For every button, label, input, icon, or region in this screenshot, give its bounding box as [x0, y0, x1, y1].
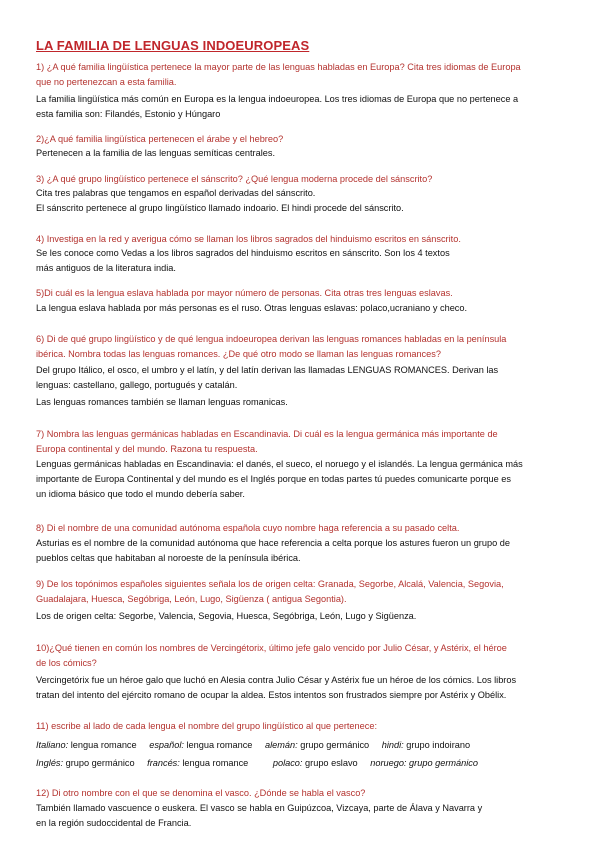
answer-2: [36, 146, 576, 161]
answer-line: También llamado vascuence o euskera. El vasco se habla en Guipúzcoa, Vizcaya, parte de Álava y Navarra y: [36, 803, 483, 813]
language-row-1: [36, 738, 576, 753]
language-name: español:: [149, 740, 184, 750]
language-name: Inglés:: [36, 758, 64, 768]
language-group: lengua romance: [179, 758, 249, 768]
question-line: de los cómics?: [36, 658, 97, 668]
answer-line: Los de origen celta: Segorbe, Valencia, Segovia, Huesca, Segóbriga, León, Lugo y Sigüenza.: [36, 611, 417, 621]
question-10: [36, 641, 576, 671]
answer-line: Lenguas germánicas habladas en Escandinavia: el danés, el sueco, el noruego y el islandés. La lengua germánica más: [36, 459, 523, 469]
question-line: 6) Di de qué grupo lingüístico y de qué lengua indoeuropea derivan las lenguas romances habladas en la península: [36, 334, 507, 344]
question-line: 11) escribe al lado de cada lengua el nombre del grupo lingüístico al que pertenece:: [36, 721, 378, 731]
language-group: grupo germánico: [63, 758, 135, 768]
question-line: Europa continental y del mundo. Razona tu respuesta.: [36, 444, 258, 454]
question-12: [36, 786, 576, 801]
answer-line: tratan del intento del ejército romano de ocupar la aldea. Estos intentos son frustrados siempre por Astérix y Obélix.: [36, 690, 507, 700]
question-line: Guadalajara, Huesca, Segóbriga, León, Lugo, Sigüenza ( antigua Segontia).: [36, 594, 347, 604]
answer-8: [36, 536, 576, 566]
answer-line: más antiguos de la literatura india.: [36, 263, 176, 273]
answer-10: [36, 673, 576, 703]
language-name: polaco:: [272, 758, 303, 768]
answer-line: La familia lingüística más común en Europa es la lengua indoeuropea. Los tres idiomas de Europa que no pertenece a: [36, 94, 519, 104]
answer-line: Cita tres palabras que tengamos en español derivadas del sánscrito.: [36, 188, 316, 198]
question-2: [36, 132, 576, 147]
answer-line: Asturias es el nombre de la comunidad autónoma que hace referencia a celta porque los astures fueron un grupo de: [36, 538, 510, 548]
answer-7: [36, 457, 576, 502]
question-line: 10)¿Qué tienen en común los nombres de Vercingétorix, último jefe galo vencido por Julio César, y Astérix, el héroe: [36, 643, 507, 653]
answer-line: lenguas: castellano, gallego, portugués y catalán.: [36, 380, 238, 390]
answer-line: importante de Europa Continental y del mundo es el Inglés porque en todas partes tú puedes comunicarte porque es: [36, 474, 511, 484]
language-name: francés:: [147, 758, 180, 768]
question-1: [36, 60, 576, 90]
language-group: lengua romance: [68, 740, 137, 750]
question-line: 3) ¿A qué grupo lingüístico pertenece el sánscrito? ¿Qué lengua moderna procede del sánscrito?: [36, 174, 433, 184]
answer-3: [36, 186, 576, 216]
answer-4: [36, 246, 576, 276]
answer-line: un idioma básico que todo el mundo debería saber.: [36, 489, 245, 499]
question-line: 12) Di otro nombre con el que se denomina el vasco. ¿Dónde se habla el vasco?: [36, 788, 366, 798]
language-name: Italiano:: [36, 740, 69, 750]
question-line: 4) Investiga en la red y averigua cómo se llaman los libros sagrados del hinduismo escritos en sánscrito.: [36, 234, 461, 244]
language-group: grupo germánico: [406, 758, 478, 768]
answer-line: El sánscrito pertenece al grupo lingüístico llamado indoario. El hindi procede del sánscrito.: [36, 203, 404, 213]
question-8: [36, 521, 576, 536]
answer-line: Vercingetórix fue un héroe galo que luchó en Alesia contra Julio César y Astérix fue un héroe de los cómics. Los libros: [36, 675, 517, 685]
question-line: que no pertenezcan a esta familia.: [36, 77, 177, 87]
question-3: [36, 172, 576, 187]
answer-line: pueblos celtas que habitaban al noroeste de la península ibérica.: [36, 553, 301, 563]
language-group: grupo indoirano: [403, 740, 471, 750]
answer-6: [36, 363, 576, 410]
question-11: [36, 719, 576, 734]
answer-line: esta familia son: Filandés, Estonio y Húngaro: [36, 109, 221, 119]
answer-line: Del grupo Itálico, el osco, el umbro y el latín, y del latín derivan las llamadas LENGUAS ROMANCES. Derivan las: [36, 365, 499, 375]
question-9: [36, 577, 576, 607]
document-title: LA FAMILIA DE LENGUAS INDOEUROPEAS: [36, 38, 310, 53]
question-5: [36, 286, 576, 301]
answer-1: [36, 92, 576, 122]
answer-11: [36, 738, 576, 771]
question-line: 8) Di el nombre de una comunidad autónoma española cuyo nombre haga referencia a su pasado celta.: [36, 523, 460, 533]
question-line: 1) ¿A qué familia lingüística pertenece la mayor parte de las lenguas habladas en Europa? Cita tres idiomas de Europa: [36, 62, 521, 72]
language-name: noruego:: [370, 758, 407, 768]
question-line: 9) De los topónimos españoles siguientes señala los de origen celta: Granada, Segorbe, Alcalá, Valencia, Segovia,: [36, 579, 504, 589]
language-name: alemán:: [264, 740, 298, 750]
answer-12: [36, 801, 576, 831]
answer-line: Las lenguas romances también se llaman lenguas romanicas.: [36, 397, 288, 407]
answer-9: [36, 609, 576, 624]
question-line: ibérica. Nombra todas las lenguas romances. ¿De qué otro modo se llaman las lenguas romances?: [36, 349, 441, 359]
language-group: lengua romance: [183, 740, 253, 750]
question-6: [36, 332, 576, 362]
answer-line: en la región sudoccidental de Francia.: [36, 818, 192, 828]
question-line: 7) Nombra las lenguas germánicas habladas en Escandinavia. Di cuál es la lengua germánica más importante de: [36, 429, 498, 439]
language-row-2: [36, 756, 576, 771]
question-line: 2)¿A qué familia lingüística pertenecen el árabe y el hebreo?: [36, 134, 284, 144]
answer-line: Pertenecen a la familia de las lenguas semíticas centrales.: [36, 148, 276, 158]
language-name: hindi:: [381, 740, 404, 750]
language-group: grupo eslavo: [302, 758, 358, 768]
language-group: grupo germánico: [297, 740, 370, 750]
answer-line: Se les conoce como Vedas a los libros sagrados del hinduismo escritos en sánscrito. Son los 4 textos: [36, 248, 450, 258]
question-line: 5)Di cuál es la lengua eslava hablada por mayor número de personas. Cita otras tres lenguas eslavas.: [36, 288, 453, 298]
question-4: [36, 232, 576, 247]
question-7: [36, 427, 576, 457]
answer-5: [36, 301, 576, 316]
answer-line: La lengua eslava hablada por más personas es el ruso. Otras lenguas eslavas: polaco,ucraniano y checo.: [36, 303, 468, 313]
